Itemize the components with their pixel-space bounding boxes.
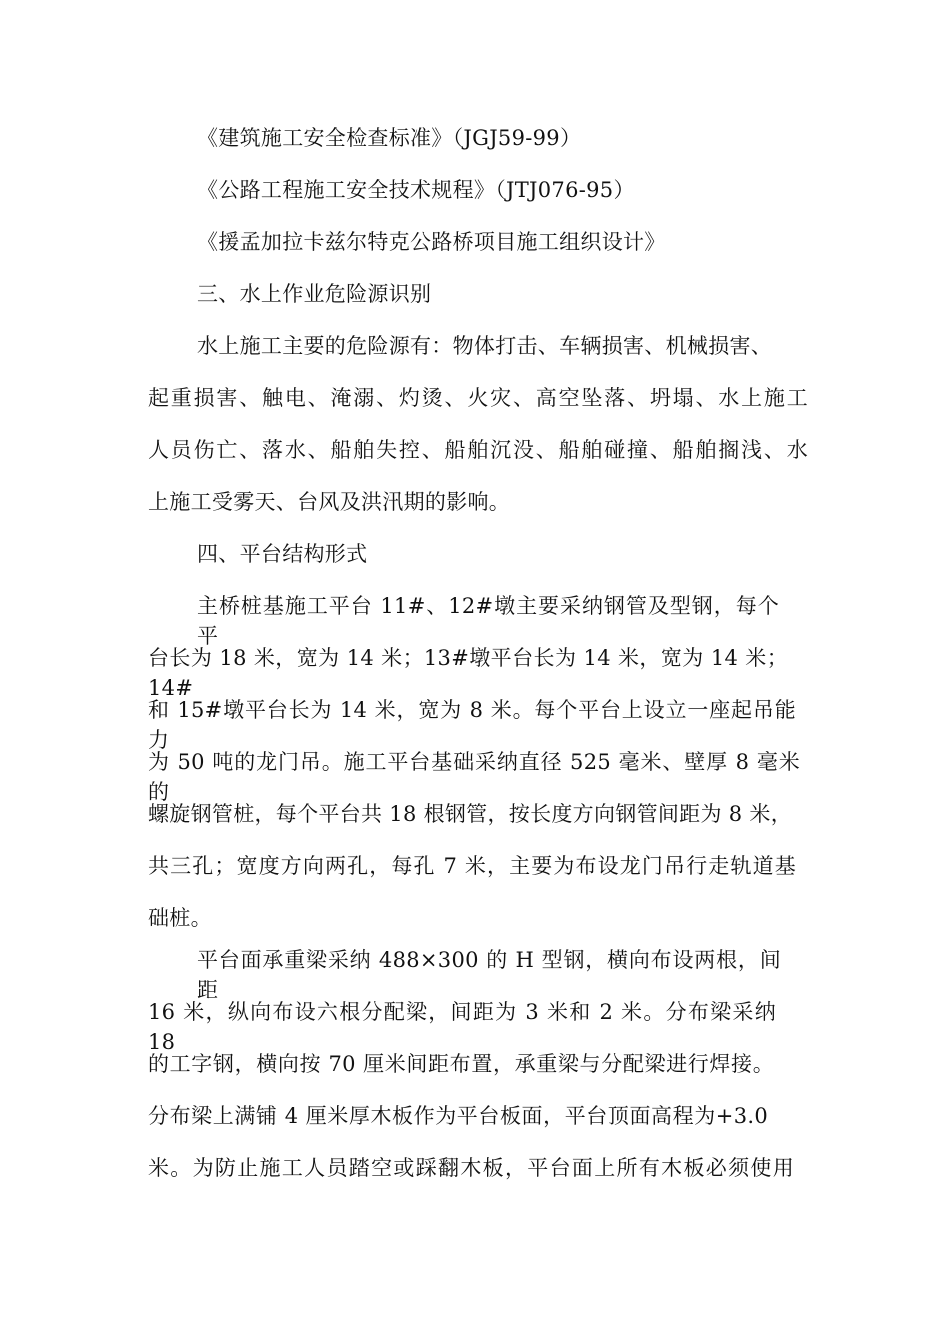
paragraph-line: 主桥桩基施工平台 11#、12#墩主要采纳钢管及型钢，每个平 bbox=[197, 594, 779, 648]
paragraph-line: 螺旋钢管桩，每个平台共 18 根钢管，按长度方向钢管间距为 8 米， bbox=[148, 802, 792, 826]
section-heading: 四、平台结构形式 bbox=[197, 542, 368, 566]
paragraph-line: 为 50 吨的龙门吊。施工平台基础采纳直径 525 毫米、壁厚 8 毫米的 bbox=[148, 750, 800, 804]
paragraph-line: 人员伤亡、落水、船舶失控、船舶沉没、船舶碰撞、船舶搁浅、水 bbox=[148, 438, 808, 462]
paragraph-line: 础桩。 bbox=[148, 906, 212, 930]
paragraph-line: 分布梁上满铺 4 厘米厚木板作为平台板面，平台顶面高程为+3.0 bbox=[148, 1104, 768, 1128]
paragraph-line: 的工字钢，横向按 70 厘米间距布置，承重梁与分配梁进行焊接。 bbox=[148, 1052, 774, 1076]
paragraph-line: 和 15#墩平台长为 14 米，宽为 8 米。每个平台上设立一座起吊能力 bbox=[148, 698, 796, 752]
paragraph-line: 水上施工主要的危险源有：物体打击、车辆损害、机械损害、 bbox=[197, 334, 773, 358]
reference-line: 《公路工程施工安全技术规程》（JTJ076-95） bbox=[197, 178, 635, 202]
paragraph-line: 上施工受雾天、台风及洪汛期的影响。 bbox=[148, 490, 511, 514]
section-heading: 三、水上作业危险源识别 bbox=[197, 282, 432, 306]
paragraph-line: 16 米，纵向布设六根分配梁，间距为 3 米和 2 米。分布梁采纳 18 bbox=[148, 1000, 776, 1054]
paragraph-line: 起重损害、触电、淹溺、灼烫、火灾、高空坠落、坍塌、水上施工 bbox=[148, 386, 808, 410]
paragraph-line: 共三孔；宽度方向两孔，每孔 7 米，主要为布设龙门吊行走轨道基 bbox=[148, 854, 796, 878]
reference-line: 《援孟加拉卡兹尔特克公路桥项目施工组织设计》 bbox=[197, 230, 666, 254]
reference-line: 《建筑施工安全检查标准》（JGJ59-99） bbox=[197, 126, 582, 150]
paragraph-line: 米。为防止施工人员踏空或踩翻木板，平台面上所有木板必须使用 bbox=[148, 1156, 794, 1180]
paragraph-line: 台长为 18 米，宽为 14 米；13#墩平台长为 14 米，宽为 14 米；14# bbox=[148, 646, 788, 700]
paragraph-line: 平台面承重梁采纳 488×300 的 H 型钢，横向布设两根，间距 bbox=[197, 948, 781, 1002]
